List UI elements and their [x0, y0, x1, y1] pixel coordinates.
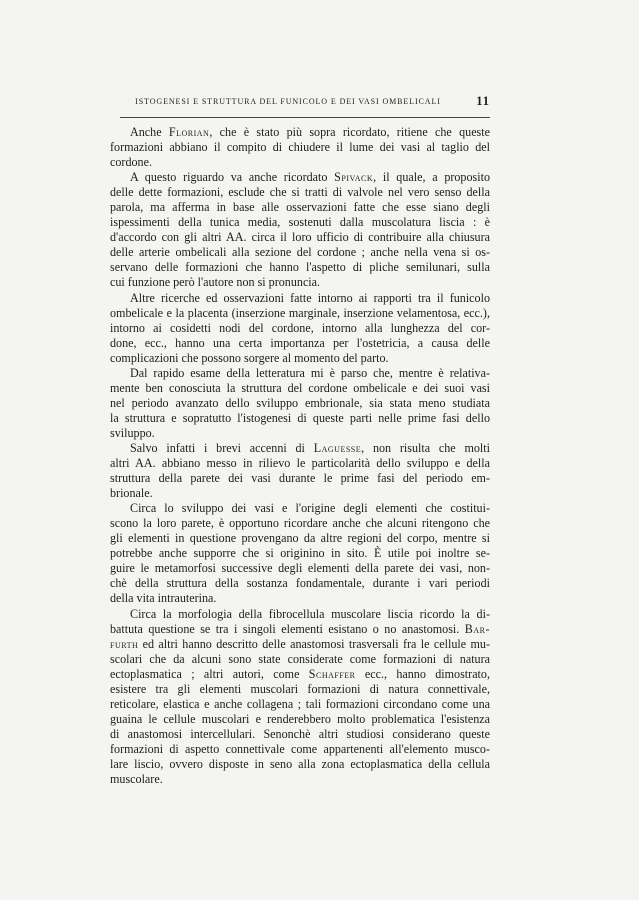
text-line — [110, 576, 490, 591]
text-line — [110, 622, 490, 637]
page-header — [118, 95, 490, 111]
text-line — [110, 652, 490, 667]
text-line — [110, 486, 490, 501]
text-run: delle arterie ombelicali alla sezione del cordone ; anche nella vena si os- — [110, 245, 490, 260]
paragraph — [110, 607, 490, 788]
text-run: altri AA. abbiano messo in rilievo le particolarità dello sviluppo e della — [110, 456, 490, 471]
text-run: parola, ma afferma in base alle osservazioni fatte che esse siano degli — [110, 200, 490, 215]
text-run: ectoplasmatica ; altri autori, come — [110, 666, 309, 681]
text-run: di anastomosi intercellulari. Senonchè altri studiosi considerano queste — [110, 726, 490, 741]
text-run: guire le metamorfosi successive degli elementi della parete dei vasi, non- — [110, 561, 490, 576]
text-line — [110, 516, 490, 531]
text-run: battuta questione se tra i singoli elementi esistano o no anastomosi. — [110, 621, 465, 636]
text-run: brionale. — [110, 486, 153, 501]
text-run: Dal rapido esame della letteratura mi è parso che, mentre è relativa- — [130, 365, 490, 380]
text-line — [110, 185, 490, 200]
text-line — [110, 637, 490, 652]
text-run: la struttura e sopratutto l'istogenesi di queste parti nelle prime fasi dello — [110, 410, 490, 425]
text-run: formazioni di aspetto connettivale come appartenenti all'elemento musco- — [110, 741, 490, 756]
text-line — [110, 366, 490, 381]
text-line — [110, 426, 490, 441]
text-line — [110, 757, 490, 772]
paragraph — [110, 125, 490, 170]
text-line — [110, 140, 490, 155]
text-line — [110, 471, 490, 486]
text-line — [110, 215, 490, 230]
text-line — [110, 546, 490, 561]
text-run: delle dette formazioni, esclude che si tratti di valvole nel vero senso della — [110, 185, 490, 200]
text-run: ed altri hanno descritto delle anastomosi trasversali fra le cellule mu- — [138, 636, 490, 651]
text-run: lare liscio, ovvero disposte in seno alla zona ectoplasmatica della cellula — [110, 756, 490, 771]
text-run: ombelicale e la placenta (inserzione marginale, inserzione velamentosa, ecc.), — [110, 305, 490, 320]
text-run: scolari che da alcuni sono state considerate come formazioni di natura — [110, 651, 490, 666]
small-caps-name: furth — [110, 636, 139, 651]
text-run: , il quale, a proposito — [373, 170, 491, 185]
text-line — [110, 772, 490, 787]
paragraph — [110, 366, 490, 441]
text-run: gli elementi in questione provengano da altre regioni del corpo, mentre si — [110, 531, 490, 546]
text-run: intorno ai cosidetti nodi del cordone, intorno alla lunghezza del cor- — [110, 320, 490, 335]
text-run: cordone. — [110, 155, 152, 170]
text-line — [110, 441, 490, 456]
text-run: d'accordo con gli altri AA. circa il loro ufficio di contribuire alla chiusura — [110, 230, 490, 245]
text-line — [110, 501, 490, 516]
text-line — [110, 170, 490, 185]
paragraph — [110, 291, 490, 366]
text-line — [110, 125, 490, 140]
text-line — [110, 230, 490, 245]
text-run: formazioni abbiano il compito di chiudere il lume dei vasi al taglio del — [110, 140, 490, 155]
small-caps-name: Spivack — [334, 170, 374, 185]
text-line — [110, 591, 490, 606]
text-line — [110, 351, 490, 366]
body-text — [110, 125, 490, 787]
text-line — [110, 155, 490, 170]
small-caps-name: Bar- — [464, 621, 490, 636]
text-run: mente ben conosciuta la struttura del cordone ombelicale e dei suoi vasi — [110, 380, 490, 395]
page-number: 11 — [476, 94, 490, 108]
paragraph — [110, 501, 490, 606]
text-line — [110, 667, 490, 682]
small-caps-name: Schaffer — [308, 666, 356, 681]
text-run: nel periodo avanzato dello sviluppo embrionale, sia stata meno studiata — [110, 395, 490, 410]
text-line — [110, 245, 490, 260]
text-run: della vita intrauterina. — [110, 591, 217, 606]
text-run: struttura della parete dei vasi durante le prime fasi del periodo em- — [110, 471, 490, 486]
text-run: cui funzione però l'autore non si pronuncia. — [110, 275, 321, 290]
running-head: ISTOGENESI E STRUTTURA DEL FUNICOLO E DEI VASI OMBELICALI — [135, 97, 441, 106]
text-run: guaina le cellule muscolari e renderebbero molto problematica l'esistenza — [110, 711, 490, 726]
paragraph — [110, 441, 490, 501]
text-line — [110, 697, 490, 712]
text-run: Circa lo sviluppo dei vasi e l'origine degli elementi che costitui- — [130, 501, 490, 516]
text-run: complicazioni che possono sorgere al momento del parto. — [110, 350, 389, 365]
text-run: , che è stato più sopra ricordato, ritiene che queste — [209, 125, 490, 139]
text-line — [110, 742, 490, 757]
small-caps-name: Laguesse — [313, 440, 362, 455]
text-line — [110, 411, 490, 426]
text-line — [110, 712, 490, 727]
text-run: potrebbe anche supporre che si originino in sito. È utile poi inoltre se- — [110, 546, 490, 561]
text-line — [110, 381, 490, 396]
paragraph — [110, 170, 490, 290]
text-run: chè della struttura della sostanza fondamentale, durante i vari periodi — [110, 576, 490, 591]
text-run: ispessimenti della tunica media, sostenuti dalla muscolatura liscia : è — [110, 215, 490, 230]
text-run: Altre ricerche ed osservazioni fatte intorno ai rapporti tra il funicolo — [130, 290, 490, 305]
text-line — [110, 291, 490, 306]
text-line — [110, 456, 490, 471]
text-line — [110, 306, 490, 321]
text-run: A questo riguardo va anche ricordato — [130, 170, 335, 185]
text-line — [110, 200, 490, 215]
text-line — [110, 336, 490, 351]
text-run: sviluppo. — [110, 425, 155, 440]
text-run: , non risulta che molti — [361, 440, 490, 455]
text-line — [110, 727, 490, 742]
text-run: muscolare. — [110, 772, 163, 787]
text-run: Circa la morfologia della fibrocellula muscolare liscia ricordo la di- — [130, 606, 490, 621]
text-line — [110, 561, 490, 576]
text-run: esistere tra gli elementi muscolari formazioni di natura connettivale, — [110, 681, 490, 696]
text-line — [110, 260, 490, 275]
text-run: ecc., hanno dimostrato, — [355, 666, 490, 681]
text-run: servano delle formazioni che hanno l'aspetto di pliche semilunari, sulla — [110, 260, 490, 275]
text-line — [110, 396, 490, 411]
text-run: done, ecc., hanno una certa importanza per l'ostetricia, a causa delle — [110, 335, 490, 350]
text-line — [110, 321, 490, 336]
text-run: reticolare, elastica e anche collagena ; tali formazioni circondano come una — [110, 696, 490, 711]
small-caps-name: Florian — [168, 125, 210, 139]
text-run: Salvo infatti i brevi accenni di — [130, 440, 314, 455]
text-line — [110, 531, 490, 546]
header-rule — [120, 117, 490, 118]
text-line — [110, 607, 490, 622]
text-line — [110, 682, 490, 697]
text-run: Anche — [130, 125, 169, 139]
text-run: scono la loro parete, è opportuno ricordare anche che alcuni ritengono che — [110, 516, 490, 531]
text-line — [110, 275, 490, 290]
